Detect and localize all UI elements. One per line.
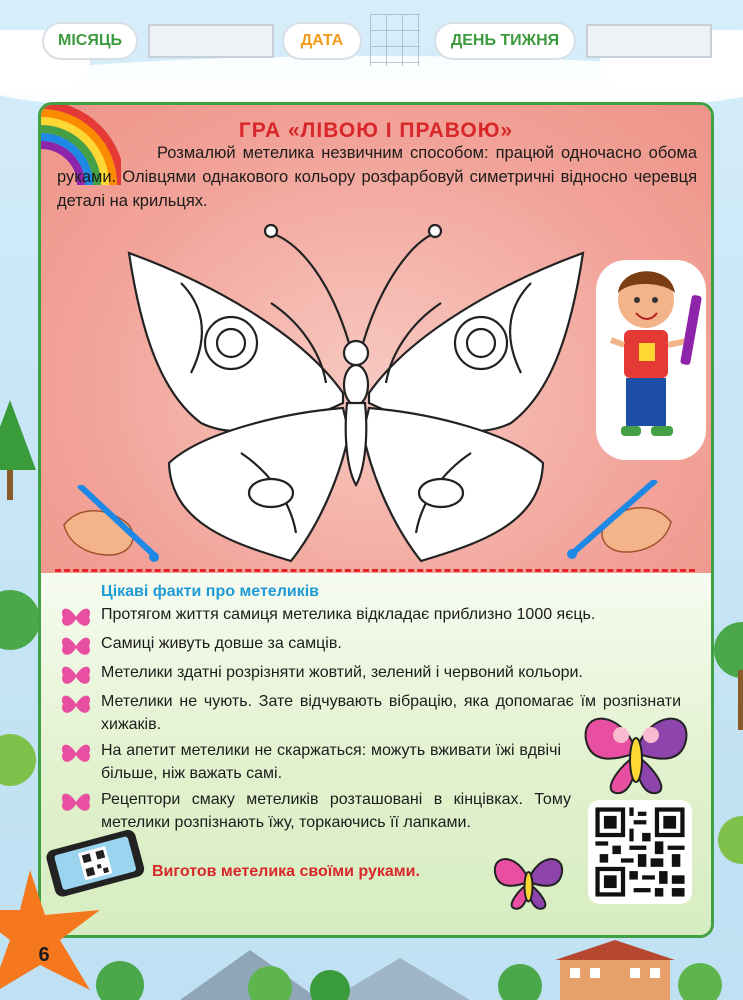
page-number: 6 <box>38 943 50 966</box>
month-label-pill <box>42 22 138 60</box>
weekday-label-pill <box>434 22 576 60</box>
fact-item <box>101 661 681 684</box>
fact-item <box>101 739 561 785</box>
section-divider <box>55 569 695 572</box>
tree-icon <box>0 400 36 470</box>
fact-text: На апетит метелики не скаржаться: можуть вживати їжі вдвічі більше, ніж важать самі. <box>101 742 561 782</box>
school-building-icon <box>560 960 670 1000</box>
butterfly-bullet-icon <box>59 603 93 631</box>
qr-code[interactable] <box>588 800 692 904</box>
butterfly-bullet-icon <box>59 661 93 689</box>
butterfly-bullet-icon <box>59 632 93 660</box>
fact-item <box>101 788 571 834</box>
date-grid[interactable] <box>370 14 420 66</box>
tree-icon <box>714 622 743 678</box>
right-scenery <box>712 540 743 940</box>
weekday-label: ДЕНЬ ТИЖНЯ <box>450 32 560 49</box>
butterfly-coloring-icon[interactable] <box>121 223 591 563</box>
butterfly-bullet-icon <box>59 690 93 718</box>
fact-text: Самиці живуть довше за самців. <box>101 635 342 652</box>
right-hand-pencil-icon <box>566 480 676 565</box>
tree-icon <box>0 590 40 650</box>
fact-text: Метелики не чують. Зате відчувають вібрацію, яка допомагає їм розпізнати хижаків. <box>101 693 681 733</box>
fact-text: Рецептори смаку метеликів розташовані в кінцівках. Тому метелики розпізнають їжу, торкаючись її лапками. <box>101 791 571 831</box>
date-label-pill <box>282 22 362 60</box>
facts-title: Цікаві факти про метеликів <box>101 583 319 600</box>
left-hand-pencil-icon <box>59 485 159 565</box>
butterfly-bullet-icon <box>59 788 93 816</box>
tree-icon <box>718 816 743 864</box>
butterfly-icon <box>491 850 566 910</box>
qr-code-icon <box>588 800 692 904</box>
fact-item <box>101 632 681 655</box>
tree-icon <box>310 970 350 1000</box>
tree-icon <box>678 963 722 1000</box>
game-title: ГРА «ЛІВОЮ І ПРАВОЮ» <box>238 119 514 142</box>
game-instructions: Розмалюй метелика незвичним способом: працюй одночасно обома руками. Олівцями однакового кольору розфарбовуй симетричні відносно черевця деталі на крильцях. <box>57 144 697 210</box>
fact-text: Метелики здатні розрізняти жовтий, зелений і червоний кольори. <box>101 664 583 681</box>
month-field[interactable] <box>148 24 274 58</box>
fact-text: Протягом життя самиця метелика відкладає приблизно 1000 яєць. <box>101 606 596 623</box>
fact-item <box>101 603 681 626</box>
butterfly-bullet-icon <box>59 739 93 767</box>
butterfly-icon <box>581 705 691 795</box>
left-scenery <box>0 400 40 940</box>
tree-icon <box>0 734 36 786</box>
craft-prompt: Виготов метелика своїми руками. <box>152 863 420 880</box>
date-label: ДАТА <box>300 32 344 49</box>
weekday-field[interactable] <box>586 24 712 58</box>
tree-icon <box>498 964 542 1000</box>
boy-with-pencil-icon <box>591 255 711 465</box>
month-label: МІСЯЦЬ <box>57 32 122 49</box>
